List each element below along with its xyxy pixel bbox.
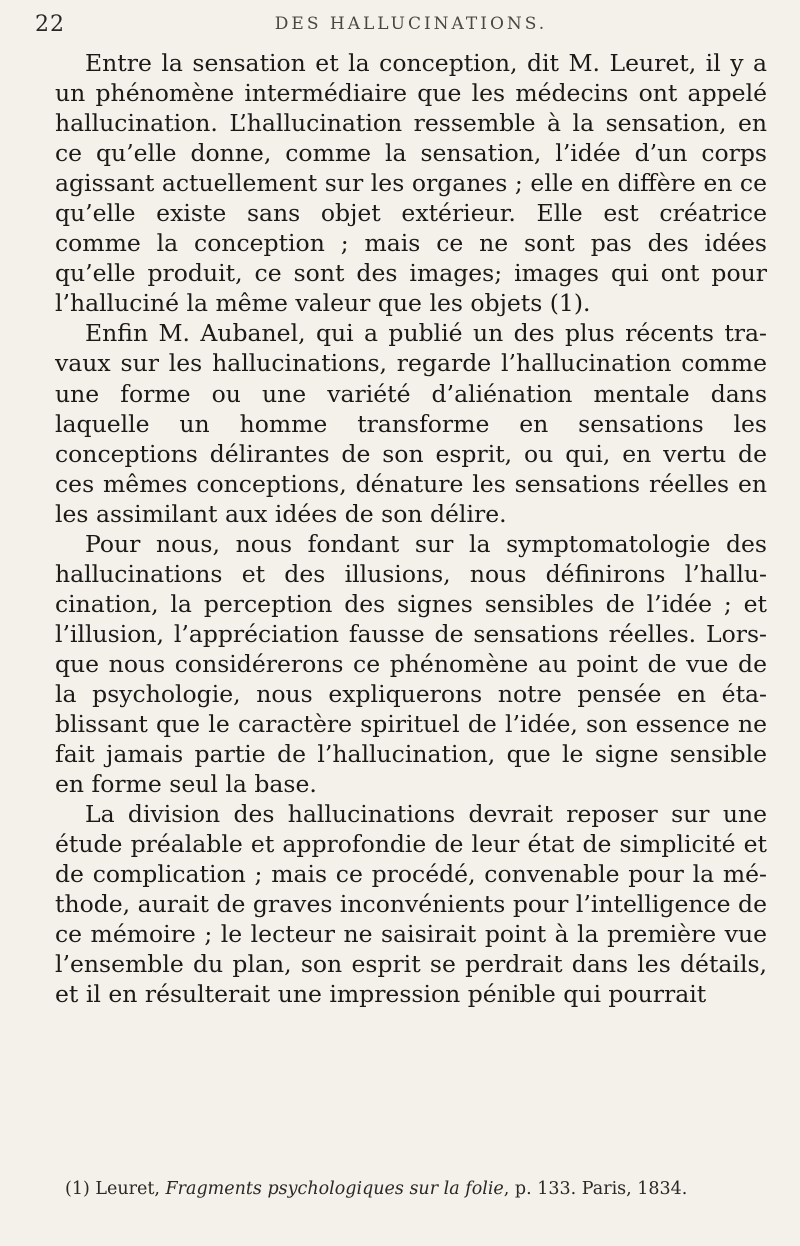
paragraph-aubanel-definition: Enfin M. Aubanel, qui a publié un des plus récents travaux sur les hallucinations, regarde l’hallucination comme une forme ou une variété d’aliénation mentale dans laquelle un homme transforme en sensations les conceptions délirantes de son esprit, ou qui, en vertu de ces mêmes conceptions, dénature les sensations réelles en les assimilant aux idées de son délire. [55,319,767,528]
running-title: DES HALLUCINATIONS. [274,14,548,34]
paragraph-author-definition: Pour nous, nous fondant sur la symptomatologie des hallucinations et des illusions, nous définirons l’hallucination, la perception des signes sensibles de l’idée ; et l’illusion, l’appréciation fausse de sensations réelles. Lorsque nous considérerons ce phénomène au point de vue de la psychologie, nous expliquerons notre pensée en établissant que le caractère spirituel de l’idée, son essence ne fait jamais partie de l’hallucination, que le signe sensible en forme seul la base. [55,529,767,799]
footnote-marker: (1) [65,1179,90,1199]
footnote-author: Leuret, [95,1179,160,1199]
paragraph-leuret-definition: Entre la sensation et la conception, dit M. Leuret, il y a un phénomène intermédiaire que les médecins ont appelé hallucination. L’hallucination ressemble à la sensation, en ce qu’elle donne, comme la sensation, l’idée d’un corps agissant actuellement sur les organes ; elle en diffère en ce qu’elle existe sans objet extérieur. Elle est créatrice comme la conception ; mais ce ne sont pas des idées qu’elle produit, ce sont des images; images qui ont pour l’halluciné la même valeur que les objets (1). [55,49,767,318]
body-text [55,48,767,1010]
page-number: 22 [35,12,65,37]
footnote [55,1178,767,1200]
book-page [35,0,767,1246]
page-header [35,12,767,42]
footnote-title: Fragments psychologiques sur la folie [165,1179,504,1199]
paragraph-division: La division des hallucinations devrait reposer sur une étude préalable et approfondie de leur état de simplicité et de complication ; mais ce procédé, convenable pour la méthode, aurait de graves inconvénients pour l’intelligence de ce mémoire ; le lecteur ne saisirait point à la première vue l’ensemble du plan, son esprit se perdrait dans les détails, et il en résulterait une impression pénible qui pourrait [55,800,767,1009]
footnote-details: , p. 133. Paris, 1834. [503,1179,688,1199]
